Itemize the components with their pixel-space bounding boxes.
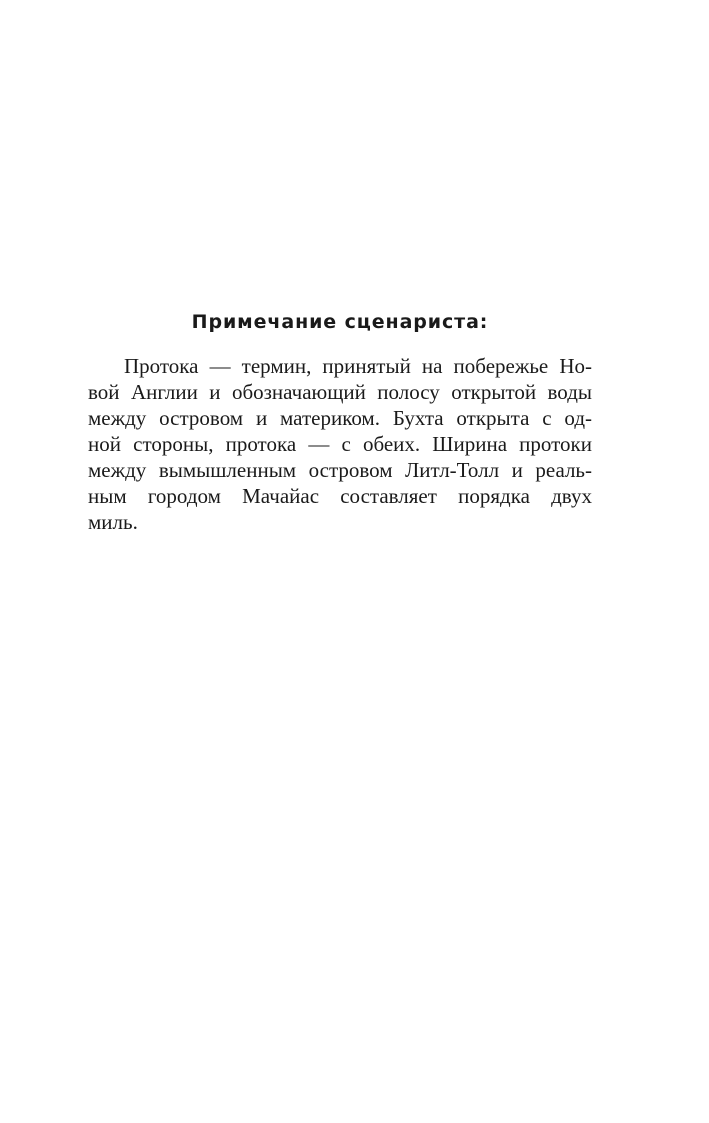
paragraph-line: ной стороны, протока — с обеих. Ширина протоки	[88, 432, 592, 456]
paragraph-line: Протока — термин, принятый на побережье Но-	[124, 354, 592, 378]
note-paragraph	[88, 353, 592, 535]
paragraph-line: миль.	[88, 510, 138, 534]
paragraph-line: ным городом Мачайас составляет порядка двух	[88, 484, 592, 508]
paragraph-line: между вымышленным островом Литл-Толл и реаль-	[88, 458, 592, 482]
note-title: Примечание сценариста:	[191, 311, 489, 333]
paragraph-line: между островом и материком. Бухта открыта с од-	[88, 406, 592, 430]
paragraph-line: вой Англии и обозначающий полосу открытой воды	[88, 380, 592, 404]
